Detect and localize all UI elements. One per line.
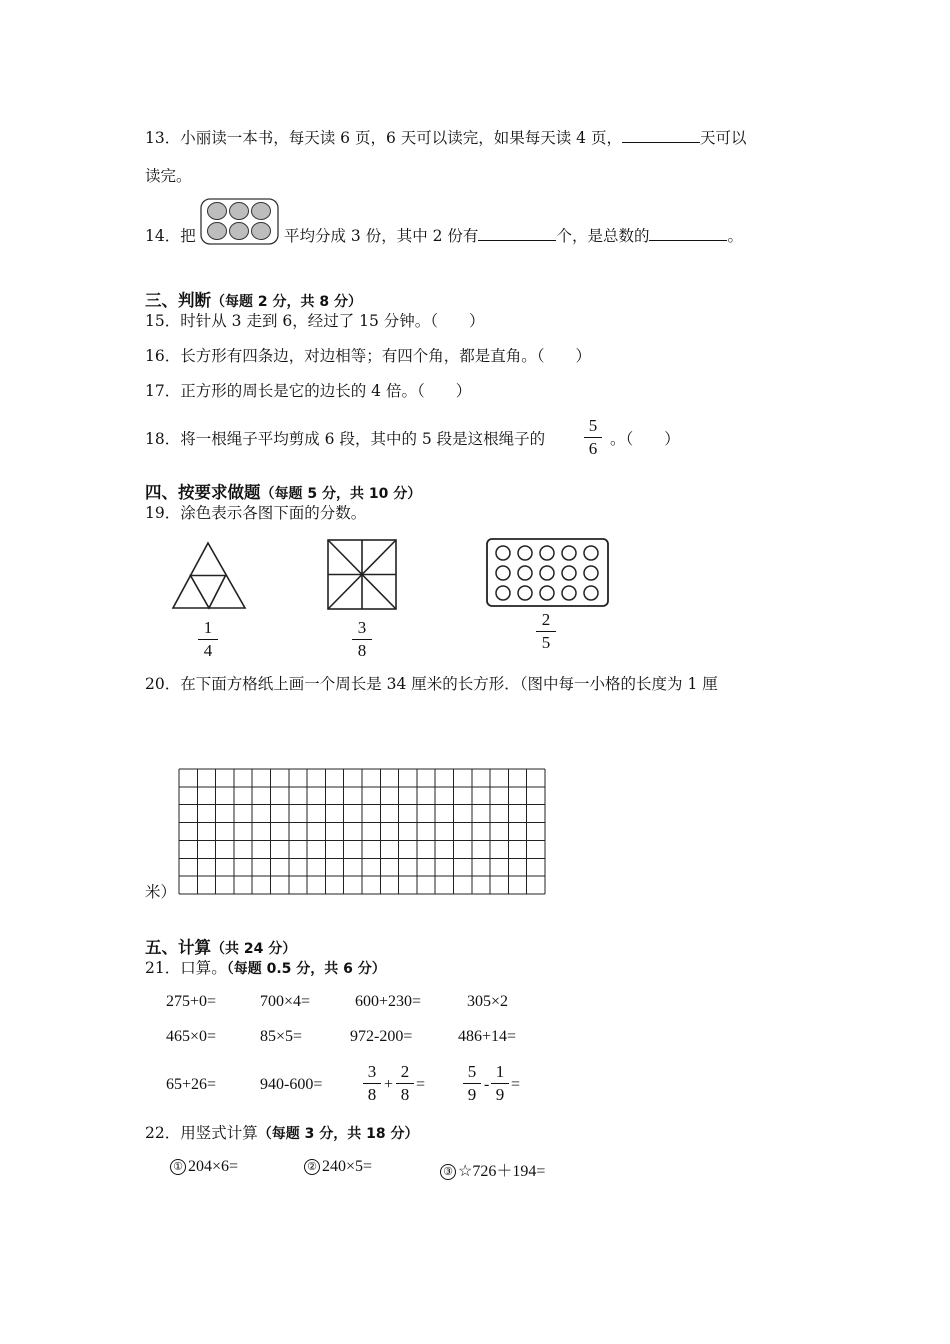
q18-tail: 。（ ） xyxy=(610,430,680,448)
calc-op-plus: + xyxy=(384,1076,394,1093)
calc-r1c1: 275+0= xyxy=(166,993,217,1010)
q19: 19．涂色表示各图下面的分数。 xyxy=(145,504,367,522)
q13-line1: 13．小丽读一本书，每天读 6 页，6 天可以读完，如果每天读 4 页， 天可以 xyxy=(145,129,747,147)
calc-r1c4: 305×2 xyxy=(467,993,509,1010)
calc-r1c2: 700×4= xyxy=(260,993,311,1010)
vertical-calc-1: ① 204×6= xyxy=(170,1158,238,1176)
answer-blank[interactable] xyxy=(478,226,556,241)
q14-label: 14．把 xyxy=(145,227,196,245)
section-4-heading: 四、按要求做题（每题 5 分，共 10 分） xyxy=(145,483,422,502)
q18: 18．将一根绳子平均剪成 6 段，其中的 5 段是这根绳子的 xyxy=(145,430,546,448)
q20: 20．在下面方格纸上画一个周长是 34 厘米的长方形．（图中每一小格的长度为 1 厘 xyxy=(145,675,718,693)
egg-tray-image xyxy=(200,198,280,246)
vertical-calc-2: ② 240×5= xyxy=(304,1158,372,1176)
triangle-figure xyxy=(168,540,250,612)
q17: 17．正方形的周长是它的边长的 4 倍。（ ） xyxy=(145,382,472,400)
calc-r2c3: 972-200= xyxy=(350,1028,413,1045)
q14-text: 平均分成 3 份，其中 2 份有 个，是总数的 。 xyxy=(284,227,743,245)
calc-r3c1: 65+26= xyxy=(166,1076,217,1093)
calc-eq-2: = xyxy=(511,1076,521,1093)
q18-fraction: 5 6 xyxy=(584,416,602,459)
calc-frac-4: 1 9 xyxy=(491,1062,509,1105)
calc-r2c4: 486+14= xyxy=(458,1028,517,1045)
q20-tail: 米） xyxy=(145,883,177,901)
calc-eq-1: = xyxy=(416,1076,426,1093)
vertical-calc-3: ③ ☆726＋194= xyxy=(440,1158,545,1181)
calc-r2c2: 85×5= xyxy=(260,1028,303,1045)
calc-r3c2: 940-600= xyxy=(260,1076,323,1093)
q16: 16．长方形有四条边，对边相等；有四个角，都是直角。（ ） xyxy=(145,347,591,365)
q21: 21．口算。（每题 0.5 分，共 6 分） xyxy=(145,959,386,977)
calc-r2c1: 465×0= xyxy=(166,1028,217,1045)
fig3-fraction: 2 5 xyxy=(536,610,556,653)
square-figure xyxy=(326,538,398,612)
fig1-fraction: 1 4 xyxy=(198,618,218,661)
circles-figure xyxy=(485,537,611,609)
calc-frac-1: 3 8 xyxy=(363,1062,381,1105)
section-5-heading: 五、计算（共 24 分） xyxy=(145,938,297,957)
calc-frac-2: 2 8 xyxy=(396,1062,414,1105)
answer-blank[interactable] xyxy=(622,128,700,143)
fig2-fraction: 3 8 xyxy=(352,618,372,661)
answer-blank[interactable] xyxy=(649,226,727,241)
calc-r1c3: 600+230= xyxy=(355,993,422,1010)
calc-frac-3: 5 9 xyxy=(463,1062,481,1105)
q22: 22．用竖式计算（每题 3 分，共 18 分） xyxy=(145,1124,419,1142)
section-3-heading: 三、判断（每题 2 分，共 8 分） xyxy=(145,291,362,310)
q15: 15．时针从 3 走到 6，经过了 15 分钟。（ ） xyxy=(145,312,485,330)
calc-op-minus: - xyxy=(484,1076,490,1093)
grid-paper[interactable] xyxy=(178,768,548,896)
q13-line2: 读完。 xyxy=(145,167,192,185)
